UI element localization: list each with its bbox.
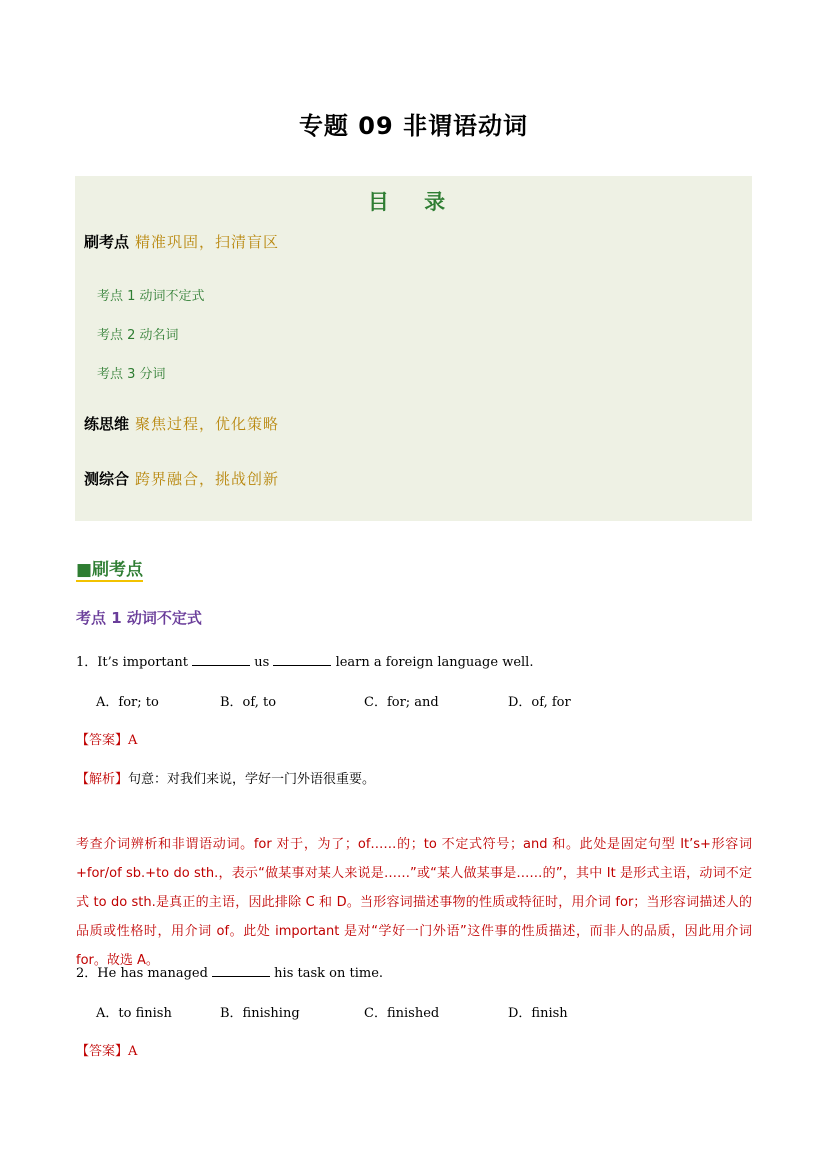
toc-sub-item[interactable]: 考点 1 动词不定式 bbox=[97, 289, 205, 304]
toc-sub-item[interactable]: 考点 3 分词 bbox=[97, 367, 166, 382]
option-d[interactable]: D．finish bbox=[508, 1006, 568, 1021]
answer-label: 【答案】 bbox=[76, 733, 129, 748]
answer-value: A bbox=[128, 1044, 138, 1059]
option-a[interactable]: A．to finish bbox=[96, 1006, 172, 1021]
option-c[interactable]: C．for; and bbox=[364, 695, 439, 710]
explanation-text: 考查介词辨析和非谓语动词。for 对于，为了；of……的；to 不定式符号；and 和。此处是固定句型 It’s+形容词+for/of sb.+to do sth.，表示“做某事对某人来说是……”或“某人做某事是……的”，其中 It 是形式主语，动词不定式 to do sth.是真正的主语，因此排除 C 和 D。当形容词描述事物的性质或特征时，用介词 for；当形容词描述人的品质或性格时，用介词 of。此处 important 是对“学好一门外语”这件事的性质描述，而非人的品质，因此用介词 for。故选 A。 bbox=[76, 837, 752, 968]
answer-label: 【答案】 bbox=[76, 1044, 129, 1059]
question-2 bbox=[76, 962, 383, 981]
option-d[interactable]: D．of, for bbox=[508, 695, 571, 710]
section-heading: ■刷考点 bbox=[76, 560, 144, 580]
question-text: his task on time. bbox=[270, 966, 384, 981]
question-text: He has managed bbox=[97, 966, 213, 981]
answer-blank bbox=[192, 653, 250, 666]
toc-heading: 目 录 bbox=[367, 190, 460, 214]
question-text: It’s important bbox=[97, 655, 193, 670]
analysis-text: 句意：对我们来说，学好一门外语很重要。 bbox=[128, 772, 376, 787]
question-number: 2． bbox=[76, 966, 98, 981]
answer-line bbox=[76, 1040, 137, 1059]
toc-row-shuakaodian[interactable] bbox=[84, 231, 279, 252]
option-b[interactable]: B．of, to bbox=[220, 695, 277, 710]
toc-row-desc: 跨界融合，挑战创新 bbox=[135, 470, 280, 488]
page-title: 专题 09 非谓语动词 bbox=[298, 112, 529, 140]
analysis-line bbox=[76, 768, 375, 787]
answer-blank bbox=[273, 653, 331, 666]
question-number: 1． bbox=[76, 655, 98, 670]
question-1 bbox=[76, 651, 533, 670]
answer-blank bbox=[212, 964, 270, 977]
toc-row-label: 刷考点 bbox=[84, 233, 130, 251]
option-c[interactable]: C．finished bbox=[364, 1006, 440, 1021]
answer-value: A bbox=[128, 733, 138, 748]
toc-row-label: 测综合 bbox=[84, 470, 130, 488]
option-b[interactable]: B．finishing bbox=[220, 1006, 300, 1021]
option-a[interactable]: A．for; to bbox=[96, 695, 159, 710]
toc-row-desc: 精准巩固，扫清盲区 bbox=[135, 233, 280, 251]
toc-row-desc: 聚焦过程，优化策略 bbox=[135, 415, 280, 433]
toc-sub-item[interactable]: 考点 2 动名词 bbox=[97, 328, 179, 343]
toc-row-label: 练思维 bbox=[84, 415, 130, 433]
question-text: learn a foreign language well. bbox=[331, 655, 534, 670]
table-of-contents bbox=[75, 176, 752, 521]
question-text: us bbox=[250, 655, 274, 670]
toc-row-cezonghe[interactable] bbox=[84, 468, 279, 489]
toc-row-liansiwei[interactable] bbox=[84, 413, 279, 434]
kaodian-heading: 考点 1 动词不定式 bbox=[76, 609, 202, 627]
analysis-label: 【解析】 bbox=[76, 772, 129, 787]
answer-line bbox=[76, 729, 137, 748]
